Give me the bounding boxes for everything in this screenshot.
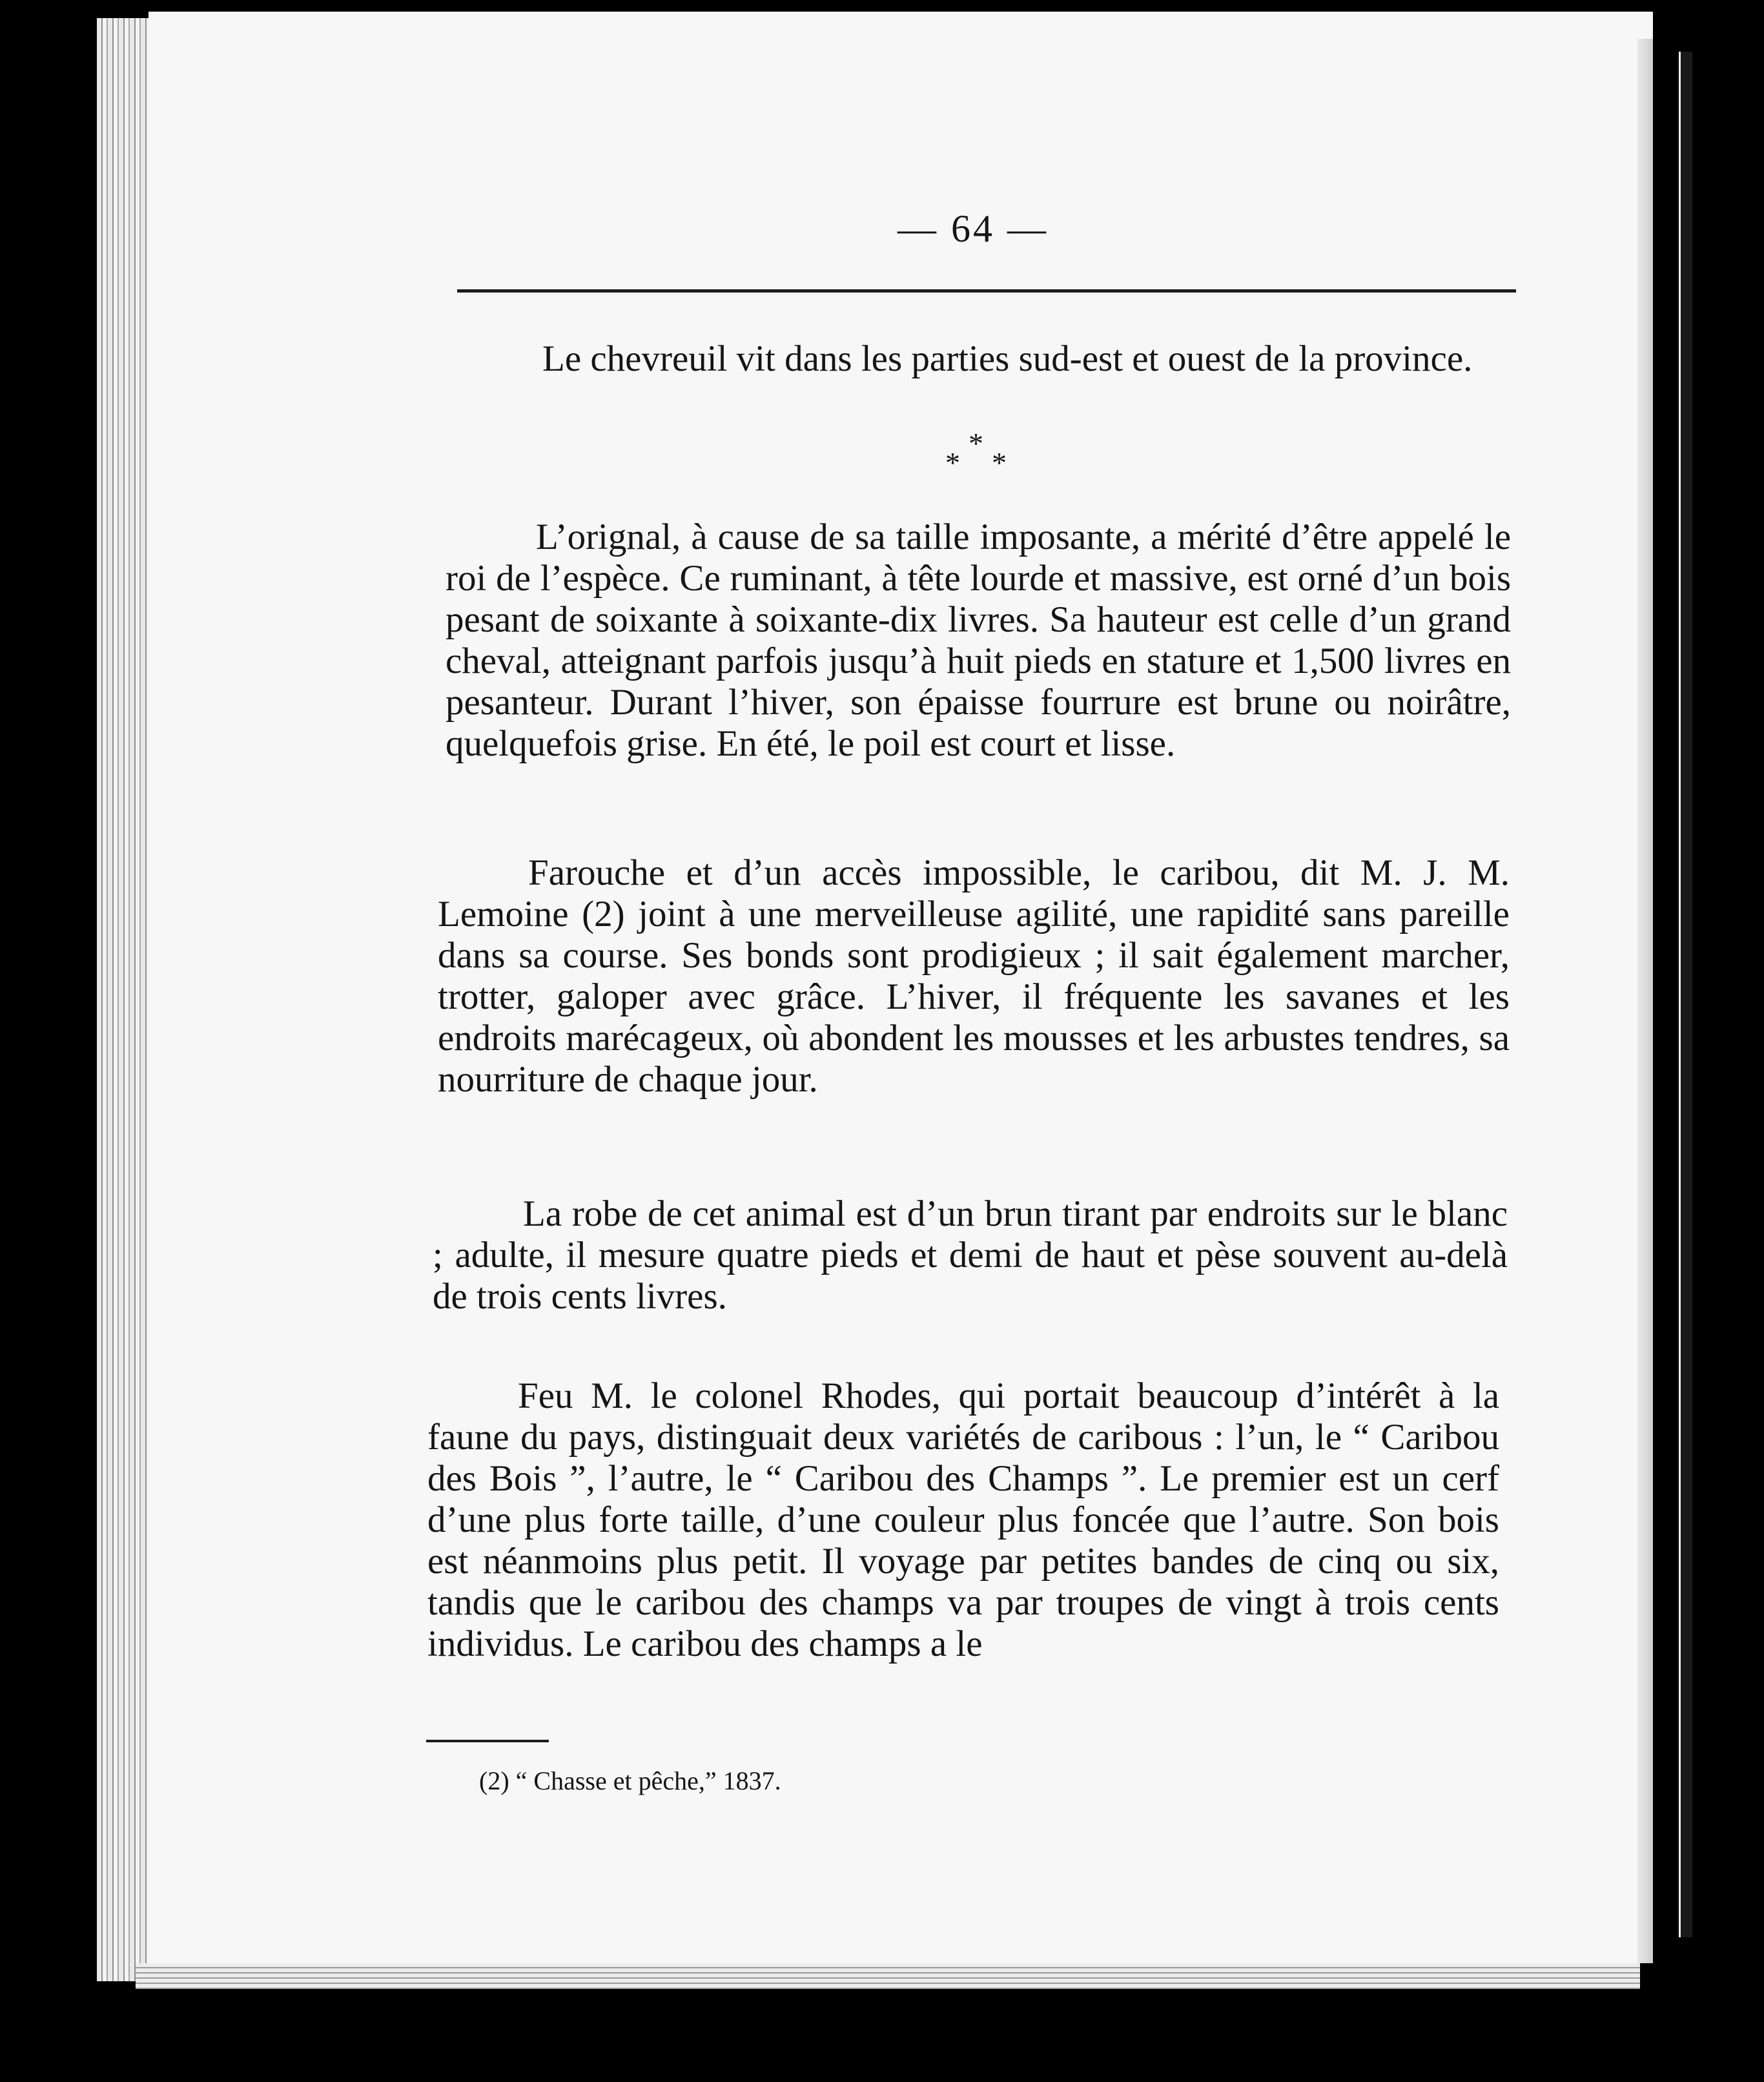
asterism-star-top: * [969,427,983,460]
bottom-page-edges [136,1963,1640,1989]
header-rule [457,289,1516,293]
section-asterism [943,426,1020,484]
asterism-star-left: * [945,446,960,479]
page-number: — 64 — [897,207,1049,250]
facing-page-edge [1679,52,1692,1937]
scan-background-right [1653,0,1764,2082]
paragraph-caribou: Farouche et d’un accès impossible, le caribou, dit M. J. M. Lemoine (2) joint à une merveilleuse agilité, une rapidité sans pareille dans sa course. Ses bonds sont prodigieux ; il sait également marcher, trotter, galoper avec grâce. L’hiver, il fréquente les savanes et les endroits marécageux, où abondent les mousses et les arbustes tendres, sa nourriture de chaque jour. [438,852,1510,1100]
paragraph-rhodes: Feu M. le colonel Rhodes, qui portait beaucoup d’intérêt à la faune du pays, distinguait deux variétés de caribous : l’un, le “ Caribou des Bois ”, l’autre, le “ Caribou des Champs ”. Le premier est un cerf d’une plus forte taille, d’une couleur plus foncée que l’autre. Son bois est néanmoins plus petit. Il voyage par petites bandes de cinq ou six, tandis que le caribou des champs va par troupes de vingt à trois cents individus. Le caribou des champs a le [427,1376,1499,1664]
paragraph-robe: La robe de cet animal est d’un brun tirant par endroits sur le blanc ; adulte, il mesure quatre pieds et demi de haut et pèse souvent au-delà de trois cents livres. [433,1193,1508,1317]
asterism-star-right: * [992,446,1007,479]
paragraph-chevreuil: Le chevreuil vit dans les parties sud-est et ouest de la province. [542,338,1473,379]
paragraph-orignal: L’orignal, à cause de sa taille imposante, a mérité d’être appelé le roi de l’espèce. Ce ruminant, à tête lourde et massive, est orné d’un bois pesant de soixante à soixante-dix livres. Sa hauteur est celle d’un grand cheval, atteignant parfois jusqu’à huit pieds en stature et 1,500 livres en pesanteur. Durant l’hiver, son épaisse fourrure est brune ou noirâtre, quelquefois grise. En été, le poil est court et lisse. [446,517,1511,764]
gutter-fold [1637,39,1653,1963]
footnote: (2) “ Chasse et pêche,” 1837. [479,1766,781,1795]
footnote-rule [426,1740,549,1742]
